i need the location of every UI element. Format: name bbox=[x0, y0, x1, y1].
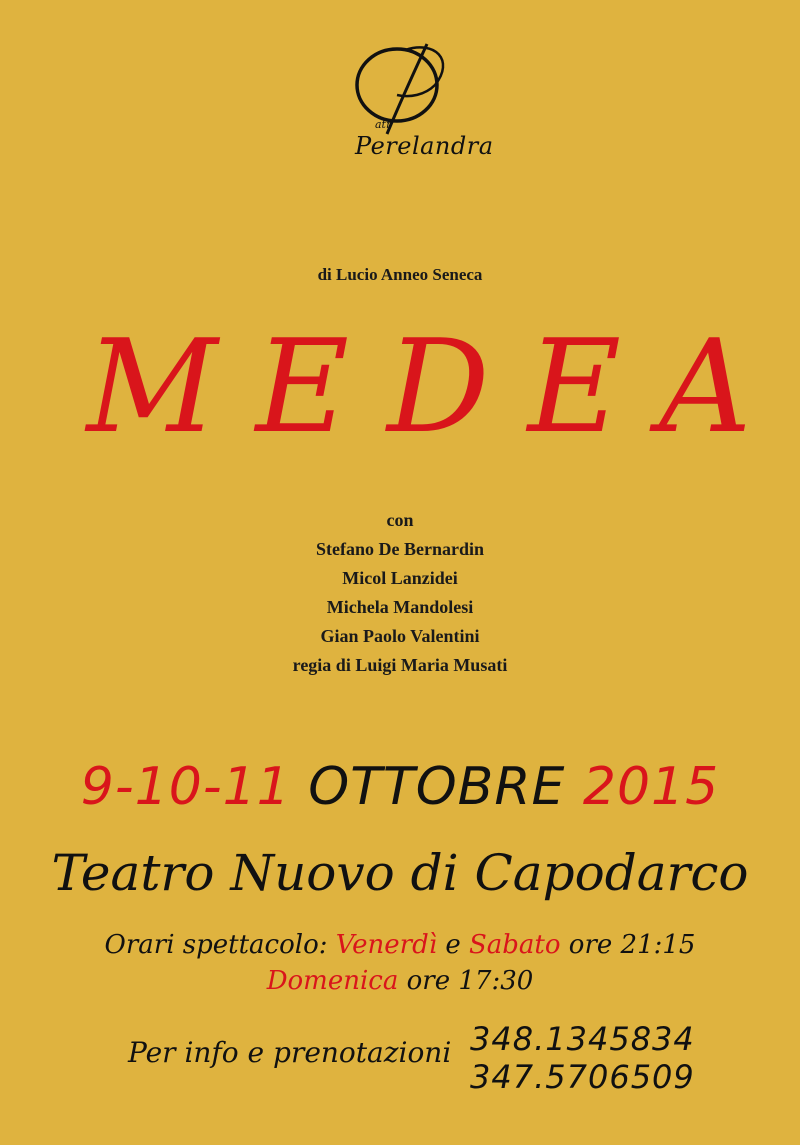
logo-mark bbox=[335, 40, 475, 135]
schedule-label: Orari spettacolo: bbox=[104, 930, 328, 960]
schedule-line-1 bbox=[0, 926, 800, 964]
cast-member: Gian Paolo Valentini bbox=[320, 626, 480, 646]
dates-month: OTTOBRE bbox=[308, 757, 566, 817]
dates-days: 9-10-11 bbox=[80, 757, 291, 817]
phone-number[interactable]: 348.1345834 bbox=[470, 1020, 695, 1058]
play-title: MEDEA bbox=[86, 313, 790, 462]
venue-name: Teatro Nuovo di Capodarco bbox=[51, 844, 749, 902]
author-line: di Lucio Anneo Seneca bbox=[317, 265, 483, 284]
schedule-time-afternoon: ore 17:30 bbox=[406, 966, 534, 996]
performance-dates bbox=[0, 752, 800, 822]
cast-member: Michela Mandolesi bbox=[326, 597, 474, 617]
schedule-line-2 bbox=[0, 962, 800, 1000]
schedule-day-friday: Venerdì bbox=[335, 930, 438, 960]
cast-intro: con bbox=[386, 510, 414, 530]
schedule-conj: e bbox=[445, 930, 461, 960]
phone-numbers bbox=[470, 1020, 695, 1096]
theatre-logo bbox=[335, 40, 494, 170]
schedule-day-sunday: Domenica bbox=[266, 966, 399, 996]
logo-small-text: atr bbox=[375, 118, 392, 131]
schedule-time-evening: ore 21:15 bbox=[568, 930, 696, 960]
logo-name: Perelandra bbox=[355, 132, 494, 160]
cast-member: Stefano De Bernardin bbox=[316, 539, 484, 559]
dates-year: 2015 bbox=[582, 757, 720, 817]
schedule-day-saturday: Sabato bbox=[468, 930, 561, 960]
director-credit: regia di Luigi Maria Musati bbox=[292, 655, 508, 675]
phone-number[interactable]: 347.5706509 bbox=[470, 1058, 695, 1096]
info-label: Per info e prenotazioni bbox=[128, 1036, 452, 1069]
cast-list bbox=[0, 506, 800, 680]
cast-member: Micol Lanzidei bbox=[342, 568, 458, 588]
